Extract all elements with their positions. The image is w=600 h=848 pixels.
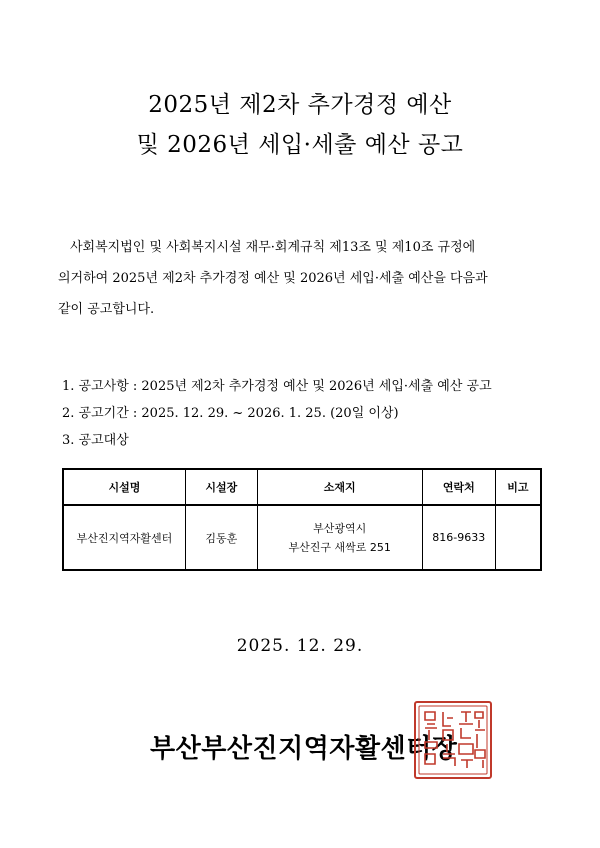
official-seal-icon: [413, 700, 493, 780]
document-title-line2: 및 2026년 세입·세출 예산 공고: [136, 132, 464, 158]
cell-note: [495, 505, 541, 570]
facility-table: [62, 468, 542, 571]
item-target: 3. 공고대상: [62, 433, 129, 448]
header-address: 소재지: [257, 469, 422, 505]
address-line1: 부산광역시: [313, 522, 367, 535]
intro-paragraph: [58, 232, 558, 325]
item-subject: 1. 공고사항 : 2025년 제2차 추가경정 예산 및 2026년 세입·세출 예산 공고: [62, 379, 492, 394]
signer-name: 부산부산진지역자활센터장: [150, 734, 458, 764]
item-period: 2. 공고기간 : 2025. 12. 29. ~ 2026. 1. 25. (20일 이상): [62, 406, 399, 421]
header-head: 시설장: [185, 469, 257, 505]
announcement-date: 2025. 12. 29.: [236, 636, 364, 656]
table-header-row: [63, 469, 541, 505]
cell-facility: 부산진지역자활센터: [63, 505, 185, 570]
cell-head: 김동훈: [185, 505, 257, 570]
table-row: [63, 505, 541, 570]
header-note: 비고: [495, 469, 541, 505]
paragraph-line: 사회복지법인 및 사회복지시설 재무·회계규칙 제13조 및 제10조 규정에: [70, 240, 476, 255]
announcement-items: [62, 373, 492, 454]
header-phone: 연락처: [422, 469, 495, 505]
header-facility: 시설명: [63, 469, 185, 505]
cell-address: [257, 505, 422, 570]
paragraph-line: 같이 공고합니다.: [58, 302, 155, 317]
cell-phone: 816-9633: [422, 505, 495, 570]
document-title-line1: 2025년 제2차 추가경정 예산: [148, 92, 452, 118]
address-line2: 부산진구 새싹로 251: [288, 541, 391, 554]
paragraph-line: 의거하여 2025년 제2차 추가경정 예산 및 2026년 세입·세출 예산을 다음과: [58, 271, 488, 286]
